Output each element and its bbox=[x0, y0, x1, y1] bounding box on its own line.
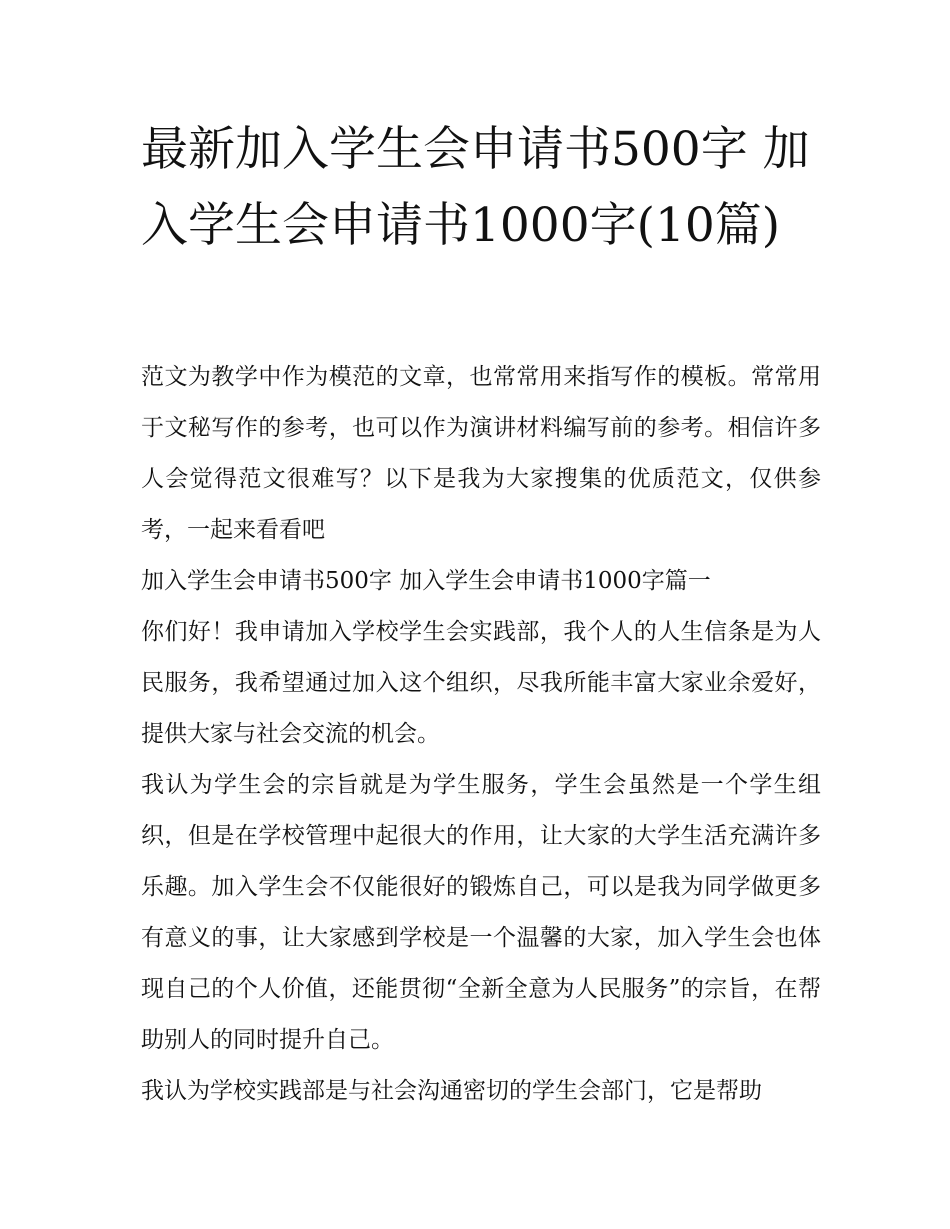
document-body bbox=[141, 352, 821, 1117]
body-paragraph: 我认为学校实践部是与社会沟通密切的学生会部门，它是帮助 bbox=[141, 1078, 762, 1104]
intro-paragraph: 范文为教学中作为模范的文章，也常常用来指写作的模板。常常用于文秘写作的参考，也可以作为演讲材料编写前的参考。相信许多人会觉得范文很难写？以下是我为大家搜集的优质范文，仅供参考，一起来看看吧 bbox=[141, 364, 821, 543]
body-paragraph: 你们好！我申请加入学校学生会实践部，我个人的人生信条是为人民服务，我希望通过加入这个组织，尽我所能丰富大家业余爱好，提供大家与社会交流的机会。 bbox=[141, 619, 821, 747]
document-title: 最新加入学生会申请书500字 加入学生会申请书1000字(10篇) bbox=[141, 122, 810, 253]
body-paragraph: 我认为学生会的宗旨就是为学生服务，学生会虽然是一个学生组织，但是在学校管理中起很大的作用，让大家的大学生活充满许多乐趣。加入学生会不仅能很好的锻炼自己，可以是我为同学做更多有意义的事，让大家感到学校是一个温馨的大家，加入学生会也体现自己的个人价值，还能贯彻“全新全意为人民服务”的宗旨，在帮助别人的同时提升自己。 bbox=[141, 772, 821, 1053]
section-heading: 加入学生会申请书500字 加入学生会申请书1000字篇一 bbox=[141, 568, 711, 594]
